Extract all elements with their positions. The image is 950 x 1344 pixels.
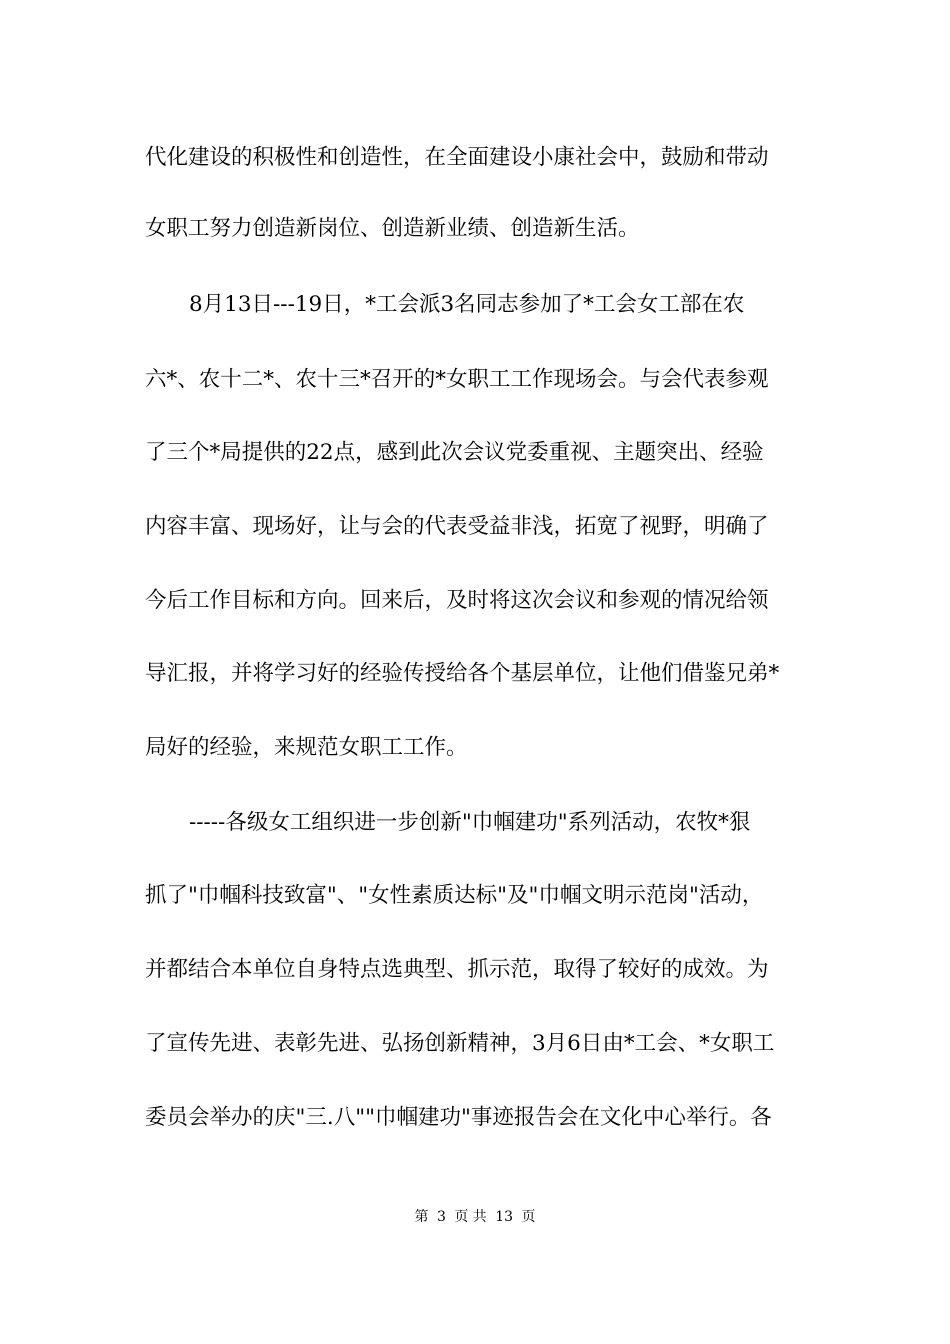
paragraph-2-line-6: 导汇报，并将学习好的经验传授给各个基层单位，让他们借鉴兄弟* [145, 661, 780, 686]
paragraph-2-line-7: 局好的经验，来规范女职工工作。 [145, 735, 468, 760]
paragraph-1-line-1: 代化建设的积极性和创造性，在全面建设小康社会中，鼓励和带动 [145, 145, 769, 170]
paragraph-3-line-2: 抓了"巾帼科技致富"、"女性素质达标"及"巾帼文明示范岗"活动， [145, 883, 764, 908]
paragraph-2-line-4: 内容丰富、现场好，让与会的代表受益非浅，拓宽了视野，明确了 [145, 514, 769, 539]
page-footer [0, 1208, 950, 1226]
footer-page-total: 13 [495, 1209, 514, 1225]
paragraph-1-line-2: 女职工努力创造新岗位、创造新业绩、创造新生活。 [145, 216, 640, 241]
paragraph-3-line-4: 了宣传先进、表彰先进、弘扬创新精神，3月6日由*工会、*女职工 [145, 1031, 775, 1056]
footer-page-number: 3 [436, 1209, 446, 1225]
paragraph-3-line-5: 委员会举办的庆"三.八""巾帼建功"事迹报告会在文化中心举行。各 [145, 1105, 772, 1130]
paragraph-2-line-1: 8月13日---19日，*工会派3名同志参加了*工会女工部在农 [189, 292, 745, 317]
footer-page-suffix: 页 [521, 1209, 536, 1225]
paragraph-2-line-2: 六*、农十二*、农十三*召开的*女职工工作现场会。与会代表参观 [145, 367, 769, 392]
footer-page-prefix: 第 [414, 1209, 429, 1225]
footer-page-mid: 页 共 [454, 1209, 487, 1225]
paragraph-2-line-5: 今后工作目标和方向。回来后，及时将这次会议和参观的情况给领 [145, 588, 769, 613]
paragraph-3-line-1: -----各级女工组织进一步创新"巾帼建功"系列活动，农牧*狠 [189, 810, 751, 835]
paragraph-3-line-3: 并都结合本单位自身特点选典型、抓示范，取得了较好的成效。为 [145, 957, 769, 982]
paragraph-2-line-3: 了三个*局提供的22点，感到此次会议党委重视、主题突出、经验 [145, 440, 764, 465]
